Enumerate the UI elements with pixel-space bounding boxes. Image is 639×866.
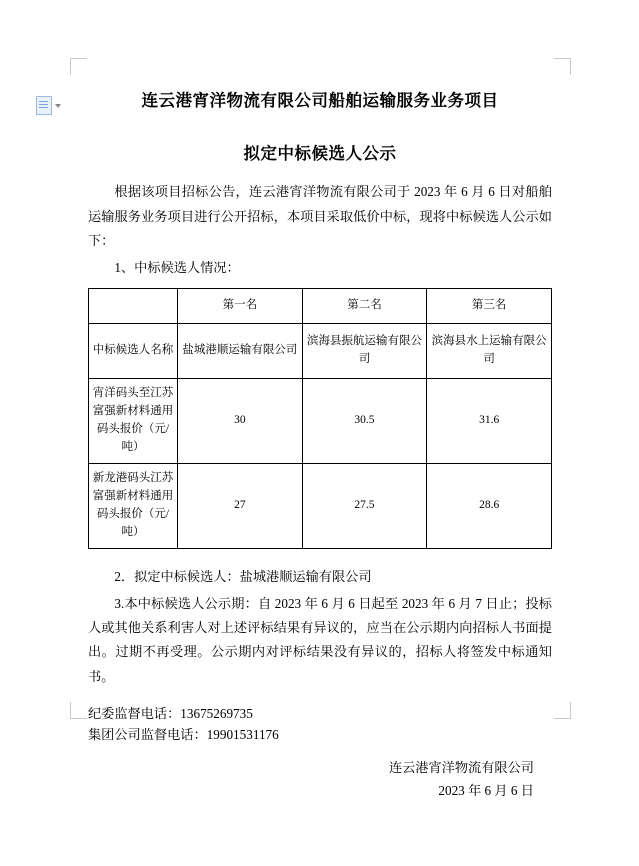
table-header-row [89, 289, 552, 324]
signer-name: 连云港宵洋物流有限公司 [388, 760, 534, 776]
rank-header-2: 第二名 [302, 289, 427, 324]
page-title: 连云港宵洋物流有限公司船舶运输服务业务项目 [141, 91, 499, 110]
candidate-name-2: 滨海县振航运输有限公司 [302, 324, 427, 379]
supervise-phone-1: 纪委监督电话：13675269735 [88, 706, 253, 722]
bid-candidates-table [88, 288, 552, 549]
document-icon [36, 96, 52, 115]
item-1: 1、中标候选人情况： [114, 259, 240, 275]
crop-mark-top-left [70, 58, 87, 75]
item-3: 3.本中标候选人公示期：自 2023 年 6 月 6 日起至 2023 年 6 月 7 日止；投标人或其他关系利害人对上述评标结果有异议的，应当在公示期内向招标人书面提出。过期不再受理。公示期内对评标结果没有异议的，招标人将签发中标通知书。 [88, 595, 552, 684]
route-1-price-2: 30.5 [302, 379, 427, 464]
crop-mark-bottom-right [554, 702, 571, 719]
route-1-price-1: 30 [178, 379, 303, 464]
supervise-phone-2: 集团公司监督电话：19901531176 [88, 727, 279, 743]
page-subtitle: 拟定中标候选人公示 [243, 144, 397, 164]
row-label-route-2: 新龙港码头江苏富强新材料通用码头报价（元/吨） [89, 464, 178, 549]
table-row [89, 324, 552, 379]
route-1-price-3: 31.6 [427, 379, 552, 464]
row-label-name: 中标候选人名称 [89, 324, 178, 379]
route-2-price-2: 27.5 [302, 464, 427, 549]
candidate-name-1: 盐城港顺运输有限公司 [178, 324, 303, 379]
item-2: 2．拟定中标候选人：盐城港顺运输有限公司 [114, 569, 372, 585]
route-2-price-3: 28.6 [427, 464, 552, 549]
table-corner-cell [89, 289, 178, 324]
rank-header-1: 第一名 [178, 289, 303, 324]
document-content [88, 82, 552, 802]
crop-mark-top-right [554, 58, 571, 75]
intro-paragraph: 根据该项目招标公告，连云港宵洋物流有限公司于 2023 年 6 月 6 日对船舶运输服务业务项目进行公开招标，本项目采取低价中标，现将中标候选人公示如下： [88, 184, 552, 249]
table-row [89, 464, 552, 549]
route-2-price-1: 27 [178, 464, 303, 549]
rank-header-3: 第三名 [427, 289, 552, 324]
crop-mark-bottom-left [70, 702, 87, 719]
row-label-route-1: 宵洋码头至江苏富强新材料通用码头报价（元/吨） [89, 379, 178, 464]
candidate-name-3: 滨海县水上运输有限公司 [427, 324, 552, 379]
table-row [89, 379, 552, 464]
file-badge[interactable] [36, 96, 61, 115]
chevron-down-icon[interactable] [55, 104, 61, 108]
sign-date: 2023 年 6 月 6 日 [438, 782, 534, 798]
